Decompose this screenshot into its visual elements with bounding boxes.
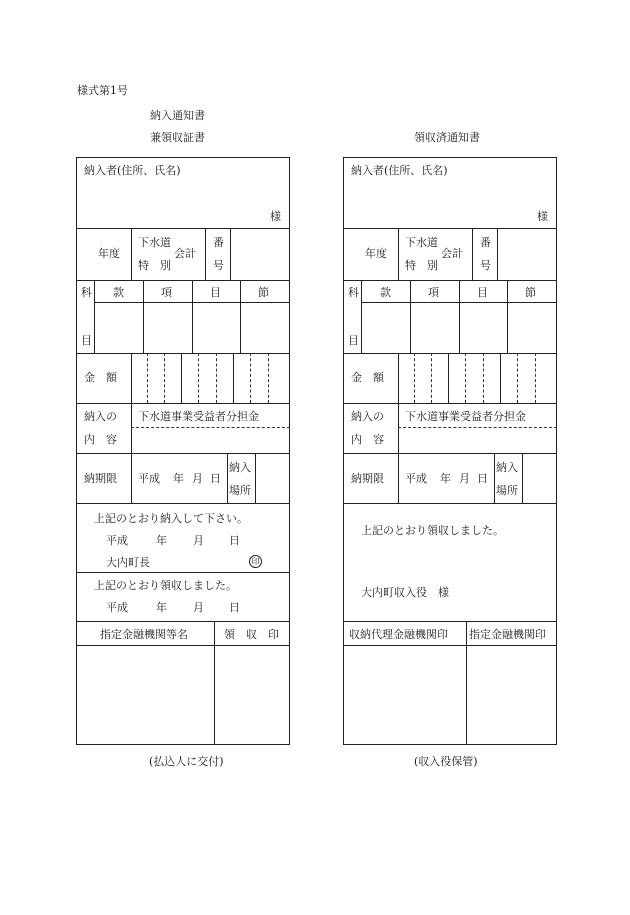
amount-digit-line <box>535 353 536 403</box>
designated-bank-stamp-header: 指定金融機関印 <box>469 628 546 641</box>
receipt-stamp-header: 領 収 印 <box>224 628 279 641</box>
agent-bank-stamp-header: 収納代理金融機関印 <box>349 628 448 641</box>
fiscal-year-label: 年度 <box>98 247 120 260</box>
account-kaikei: 会計 <box>174 247 196 260</box>
deadline-month: 月 <box>192 472 203 485</box>
divider <box>76 621 290 622</box>
divider <box>343 645 557 646</box>
content-label-line2: 内 容 <box>351 433 384 446</box>
seal-mark: 印 <box>249 555 262 568</box>
fiscal-year-label: 年度 <box>365 247 387 260</box>
setsu-label: 節 <box>258 286 269 299</box>
deadline-year: 年 <box>440 472 451 485</box>
receipt-text: 上記のとおり領収しました。 <box>361 524 504 537</box>
payment-place-bottom: 場所 <box>229 484 251 497</box>
divider <box>76 353 290 354</box>
divider <box>76 645 290 646</box>
form-number: 様式第1号 <box>77 84 128 97</box>
divider <box>398 353 399 403</box>
divider <box>497 228 498 280</box>
request-text: 上記のとおり納入して下さい。 <box>94 512 248 525</box>
kan-label: 款 <box>380 286 391 299</box>
divider <box>192 280 193 353</box>
form-border <box>343 157 557 745</box>
account-line2: 特 別 <box>138 259 171 272</box>
amount-digit-line <box>268 353 269 403</box>
ka-top: 科 <box>348 286 359 299</box>
payer-suffix: 様 <box>537 210 548 223</box>
receipt-addressee: 大内町収入役 様 <box>361 586 449 599</box>
left-footer-note: (払込人に交付) <box>149 755 224 768</box>
amount-digit-line <box>483 353 484 403</box>
account-line1: 下水道 <box>138 236 171 249</box>
receipt-text: 上記のとおり領収しました。 <box>94 579 237 592</box>
divider <box>343 353 557 354</box>
amount-label: 金 額 <box>351 371 384 384</box>
amount-digit-line <box>431 353 432 403</box>
content-value: 下水道事業受益者分担金 <box>138 410 259 423</box>
amount-digit-line <box>164 353 165 403</box>
payment-place-top: 納入 <box>229 461 251 474</box>
account-kaikei: 会計 <box>441 247 463 260</box>
divider <box>181 353 182 403</box>
payer-label: 納入者(住所、氏名) <box>351 164 448 177</box>
divider <box>398 453 399 503</box>
amount-digit-line <box>216 353 217 403</box>
divider <box>205 228 206 280</box>
ka-top: 科 <box>81 286 92 299</box>
kan-label: 款 <box>113 286 124 299</box>
kou-label: 項 <box>161 286 172 299</box>
divider <box>361 280 362 353</box>
request-day: 日 <box>229 534 240 547</box>
deadline-day: 日 <box>477 472 488 485</box>
content-dashed-line <box>131 427 290 428</box>
divider <box>76 453 290 454</box>
divider <box>76 503 290 504</box>
divider <box>233 353 234 403</box>
amount-digit-line <box>198 353 199 403</box>
right-footer-note: (収入役保管) <box>414 755 478 768</box>
divider <box>255 453 256 503</box>
amount-label: 金 額 <box>84 371 117 384</box>
deadline-year: 年 <box>173 472 184 485</box>
setsu-label: 節 <box>525 286 536 299</box>
content-dashed-line <box>398 427 557 428</box>
account-line1: 下水道 <box>405 236 438 249</box>
divider <box>507 280 508 353</box>
divider <box>76 280 290 281</box>
deadline-label: 納期限 <box>351 472 384 485</box>
divider <box>410 280 411 353</box>
moku-label: 目 <box>210 286 221 299</box>
divider <box>131 228 132 280</box>
deadline-label: 納期限 <box>84 472 117 485</box>
divider <box>448 353 449 403</box>
ka-bottom: 目 <box>348 334 359 347</box>
divider <box>76 228 290 229</box>
kou-label: 項 <box>428 286 439 299</box>
payer-label: 納入者(住所、氏名) <box>84 164 181 177</box>
receipt-era: 平成 <box>106 601 128 614</box>
divider <box>230 228 231 280</box>
left-payment-notice-form <box>76 157 290 745</box>
divider <box>76 572 290 573</box>
divider <box>459 280 460 353</box>
deadline-day: 日 <box>210 472 221 485</box>
divider <box>240 280 241 353</box>
request-era: 平成 <box>106 534 128 547</box>
divider <box>398 228 399 280</box>
payer-suffix: 様 <box>270 210 281 223</box>
divider <box>143 280 144 353</box>
divider <box>343 453 557 454</box>
number-label-top: 番 <box>480 236 491 249</box>
number-label-bottom: 号 <box>480 259 491 272</box>
content-value: 下水道事業受益者分担金 <box>405 410 526 423</box>
divider <box>76 403 290 404</box>
divider <box>94 280 95 353</box>
divider <box>343 228 557 229</box>
divider <box>343 621 557 622</box>
divider <box>227 453 228 503</box>
amount-digit-line <box>414 353 415 403</box>
issuer-name: 大内町長 <box>106 556 150 569</box>
amount-digit-line <box>517 353 518 403</box>
divider <box>472 228 473 280</box>
divider <box>466 621 467 745</box>
divider <box>500 353 501 403</box>
receipt-year: 年 <box>156 601 167 614</box>
content-label-line2: 内 容 <box>84 433 117 446</box>
divider <box>343 280 557 281</box>
content-label-line1: 納入の <box>351 410 384 423</box>
amount-digit-line <box>250 353 251 403</box>
deadline-era: 平成 <box>405 472 427 485</box>
title-line1: 納入通知書 <box>150 109 205 122</box>
divider <box>343 403 557 404</box>
divider <box>398 403 399 453</box>
bank-name-header: 指定金融機関等名 <box>100 628 188 641</box>
payment-place-bottom: 場所 <box>496 484 518 497</box>
deadline-era: 平成 <box>138 472 160 485</box>
right-form-title: 領収済通知書 <box>414 131 480 144</box>
request-month: 月 <box>193 534 204 547</box>
right-receipt-notice-form <box>343 157 557 745</box>
receipt-day: 日 <box>229 601 240 614</box>
divider <box>494 453 495 503</box>
divider <box>343 503 557 504</box>
account-line2: 特 別 <box>405 259 438 272</box>
payment-place-top: 納入 <box>496 461 518 474</box>
receipt-month: 月 <box>193 601 204 614</box>
form-border <box>76 157 290 745</box>
amount-digit-line <box>147 353 148 403</box>
moku-label: 目 <box>477 286 488 299</box>
request-year: 年 <box>156 534 167 547</box>
ka-bottom: 目 <box>81 334 92 347</box>
divider <box>131 353 132 403</box>
divider <box>131 453 132 503</box>
amount-digit-line <box>465 353 466 403</box>
divider <box>131 403 132 453</box>
title-line2: 兼領収証書 <box>150 131 205 144</box>
deadline-month: 月 <box>459 472 470 485</box>
number-label-top: 番 <box>213 236 224 249</box>
number-label-bottom: 号 <box>213 259 224 272</box>
divider <box>214 621 215 745</box>
divider <box>522 453 523 503</box>
content-label-line1: 納入の <box>84 410 117 423</box>
